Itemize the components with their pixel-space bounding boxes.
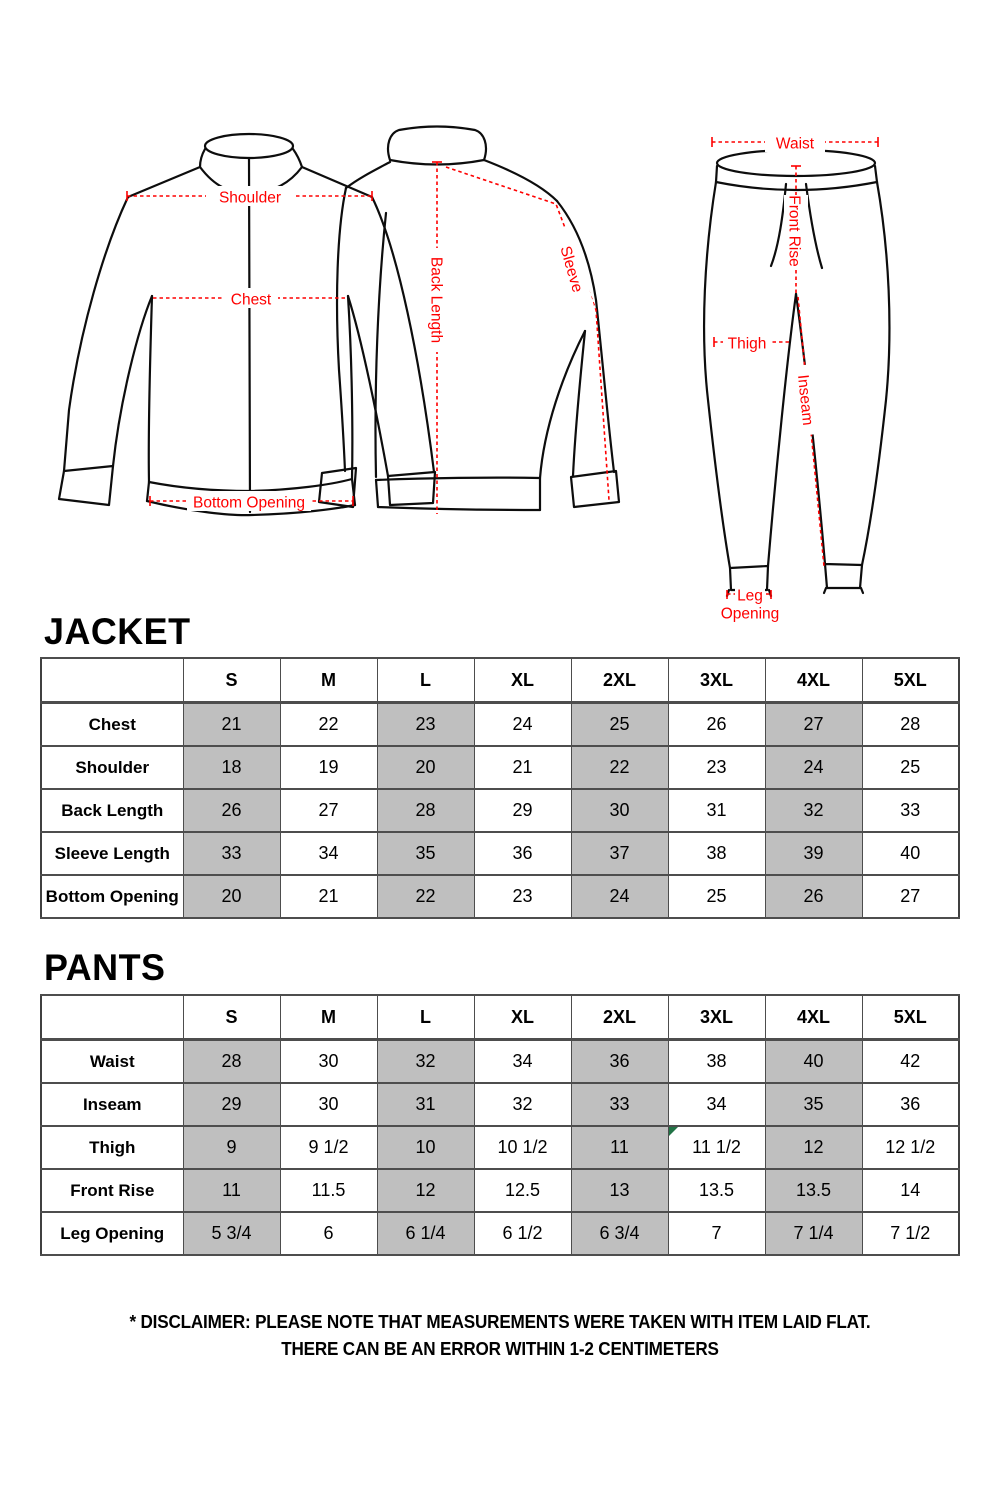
size-value: 35 xyxy=(765,1083,862,1126)
size-value: 27 xyxy=(280,789,377,832)
garment-diagram-svg xyxy=(0,0,1000,632)
size-column-header: S xyxy=(183,658,280,703)
size-value: 27 xyxy=(765,703,862,747)
size-value: 40 xyxy=(862,832,959,875)
measurement-row-label: Thigh xyxy=(41,1126,183,1169)
size-value: 30 xyxy=(571,789,668,832)
size-value: 36 xyxy=(474,832,571,875)
inseam-label: Inseam xyxy=(793,373,817,427)
measurement-row-label: Front Rise xyxy=(41,1169,183,1212)
size-value: 28 xyxy=(377,789,474,832)
size-value: 28 xyxy=(862,703,959,747)
measurement-row-label: Shoulder xyxy=(41,746,183,789)
size-column-header: XL xyxy=(474,658,571,703)
size-value: 14 xyxy=(862,1169,959,1212)
size-value: 26 xyxy=(183,789,280,832)
thigh-label: Thigh xyxy=(727,335,767,353)
pants-header-row xyxy=(41,995,959,1040)
size-value: 7 1/4 xyxy=(765,1212,862,1255)
size-value: 10 1/2 xyxy=(474,1126,571,1169)
size-column-header: S xyxy=(183,995,280,1040)
size-value: 12.5 xyxy=(474,1169,571,1212)
size-value: 12 xyxy=(765,1126,862,1169)
size-value: 28 xyxy=(183,1040,280,1084)
table-row xyxy=(41,1083,959,1126)
back-length-label: Back Length xyxy=(427,256,445,344)
size-column-header: M xyxy=(280,658,377,703)
size-value: 21 xyxy=(280,875,377,918)
size-value: 29 xyxy=(474,789,571,832)
size-value: 31 xyxy=(377,1083,474,1126)
size-value: 13 xyxy=(571,1169,668,1212)
size-value: 26 xyxy=(765,875,862,918)
size-value: 24 xyxy=(765,746,862,789)
size-value: 6 3/4 xyxy=(571,1212,668,1255)
size-value: 33 xyxy=(183,832,280,875)
size-value: 27 xyxy=(862,875,959,918)
table-row xyxy=(41,1126,959,1169)
measurement-row-label: Leg Opening xyxy=(41,1212,183,1255)
size-value: 18 xyxy=(183,746,280,789)
size-value: 36 xyxy=(862,1083,959,1126)
jacket-section-title: JACKET xyxy=(44,611,191,652)
size-value: 26 xyxy=(668,703,765,747)
size-value: 24 xyxy=(474,703,571,747)
size-value: 6 1/2 xyxy=(474,1212,571,1255)
size-value: 32 xyxy=(377,1040,474,1084)
measurement-row-label: Waist xyxy=(41,1040,183,1084)
size-value: 7 xyxy=(668,1212,765,1255)
jacket-header-row xyxy=(41,658,959,703)
size-value: 13.5 xyxy=(765,1169,862,1212)
size-column-header: 5XL xyxy=(862,658,959,703)
size-value: 21 xyxy=(474,746,571,789)
waist-label: Waist xyxy=(775,135,815,153)
size-column-header: 2XL xyxy=(571,995,668,1040)
measurement-diagram xyxy=(0,0,1000,632)
corner-cell xyxy=(41,995,183,1040)
size-column-header: L xyxy=(377,995,474,1040)
size-value: 19 xyxy=(280,746,377,789)
size-value: 40 xyxy=(765,1040,862,1084)
measurement-row-label: Inseam xyxy=(41,1083,183,1126)
size-value: 36 xyxy=(571,1040,668,1084)
pants-section-title: PANTS xyxy=(44,947,166,988)
measurement-annotations xyxy=(127,132,878,622)
size-value: 25 xyxy=(862,746,959,789)
size-value: 20 xyxy=(377,746,474,789)
size-value: 22 xyxy=(377,875,474,918)
size-value: 30 xyxy=(280,1083,377,1126)
size-value: 34 xyxy=(474,1040,571,1084)
size-value: 23 xyxy=(474,875,571,918)
shoulder-label: Shoulder xyxy=(218,189,282,207)
size-column-header: 4XL xyxy=(765,995,862,1040)
size-value: 10 xyxy=(377,1126,474,1169)
size-column-header: 5XL xyxy=(862,995,959,1040)
table-row xyxy=(41,832,959,875)
size-value: 32 xyxy=(765,789,862,832)
table-row xyxy=(41,1040,959,1084)
size-column-header: M xyxy=(280,995,377,1040)
size-value: 22 xyxy=(280,703,377,747)
size-column-header: 3XL xyxy=(668,658,765,703)
table-row xyxy=(41,1212,959,1255)
size-value: 33 xyxy=(862,789,959,832)
size-value: 31 xyxy=(668,789,765,832)
size-value-with-marker: 11 1/2 xyxy=(668,1126,765,1169)
size-value: 35 xyxy=(377,832,474,875)
size-value: 13.5 xyxy=(668,1169,765,1212)
size-column-header: XL xyxy=(474,995,571,1040)
size-value: 34 xyxy=(668,1083,765,1126)
measurement-row-label: Back Length xyxy=(41,789,183,832)
size-value: 24 xyxy=(571,875,668,918)
size-value: 32 xyxy=(474,1083,571,1126)
size-value: 12 xyxy=(377,1169,474,1212)
size-column-header: 3XL xyxy=(668,995,765,1040)
back-jacket-drawing xyxy=(319,127,619,511)
size-value: 6 1/4 xyxy=(377,1212,474,1255)
size-value: 20 xyxy=(183,875,280,918)
size-value: 25 xyxy=(668,875,765,918)
size-value: 23 xyxy=(668,746,765,789)
size-value: 38 xyxy=(668,1040,765,1084)
corner-cell xyxy=(41,658,183,703)
size-value: 34 xyxy=(280,832,377,875)
size-column-header: L xyxy=(377,658,474,703)
disclaimer-line-1: * DISCLAIMER: PLEASE NOTE THAT MEASUREMENTS WERE TAKEN WITH ITEM LAID FLAT. xyxy=(129,1312,871,1332)
sleeve-label: Sleeve xyxy=(556,244,586,295)
size-value: 38 xyxy=(668,832,765,875)
leg-opening-label-line2: Opening xyxy=(720,605,780,623)
size-value: 7 1/2 xyxy=(862,1212,959,1255)
size-value: 12 1/2 xyxy=(862,1126,959,1169)
size-column-header: 4XL xyxy=(765,658,862,703)
measurement-row-label: Sleeve Length xyxy=(41,832,183,875)
size-value: 11 xyxy=(571,1126,668,1169)
size-value: 25 xyxy=(571,703,668,747)
size-value: 42 xyxy=(862,1040,959,1084)
table-row xyxy=(41,746,959,789)
size-value: 29 xyxy=(183,1083,280,1126)
measurement-row-label: Bottom Opening xyxy=(41,875,183,918)
size-value: 9 xyxy=(183,1126,280,1169)
table-row xyxy=(41,789,959,832)
size-value: 23 xyxy=(377,703,474,747)
size-value: 21 xyxy=(183,703,280,747)
size-value: 11.5 xyxy=(280,1169,377,1212)
size-value: 6 xyxy=(280,1212,377,1255)
chest-label: Chest xyxy=(230,291,272,309)
jacket-size-table xyxy=(40,657,960,919)
table-row xyxy=(41,703,959,747)
size-value: 5 3/4 xyxy=(183,1212,280,1255)
leg-opening-label-line1: Leg xyxy=(737,587,763,605)
size-value: 11 xyxy=(183,1169,280,1212)
front-rise-label: Front Rise xyxy=(785,195,803,267)
size-value: 30 xyxy=(280,1040,377,1084)
size-value: 33 xyxy=(571,1083,668,1126)
size-value: 9 1/2 xyxy=(280,1126,377,1169)
pants-size-table xyxy=(40,994,960,1256)
size-column-header: 2XL xyxy=(571,658,668,703)
size-value: 22 xyxy=(571,746,668,789)
disclaimer-note xyxy=(25,1309,975,1363)
measurement-row-label: Chest xyxy=(41,703,183,747)
bottom-opening-label: Bottom Opening xyxy=(192,494,306,512)
disclaimer-line-2: THERE CAN BE AN ERROR WITHIN 1-2 CENTIMETERS xyxy=(281,1339,719,1359)
size-value: 37 xyxy=(571,832,668,875)
size-value: 39 xyxy=(765,832,862,875)
table-row xyxy=(41,1169,959,1212)
table-row xyxy=(41,875,959,918)
